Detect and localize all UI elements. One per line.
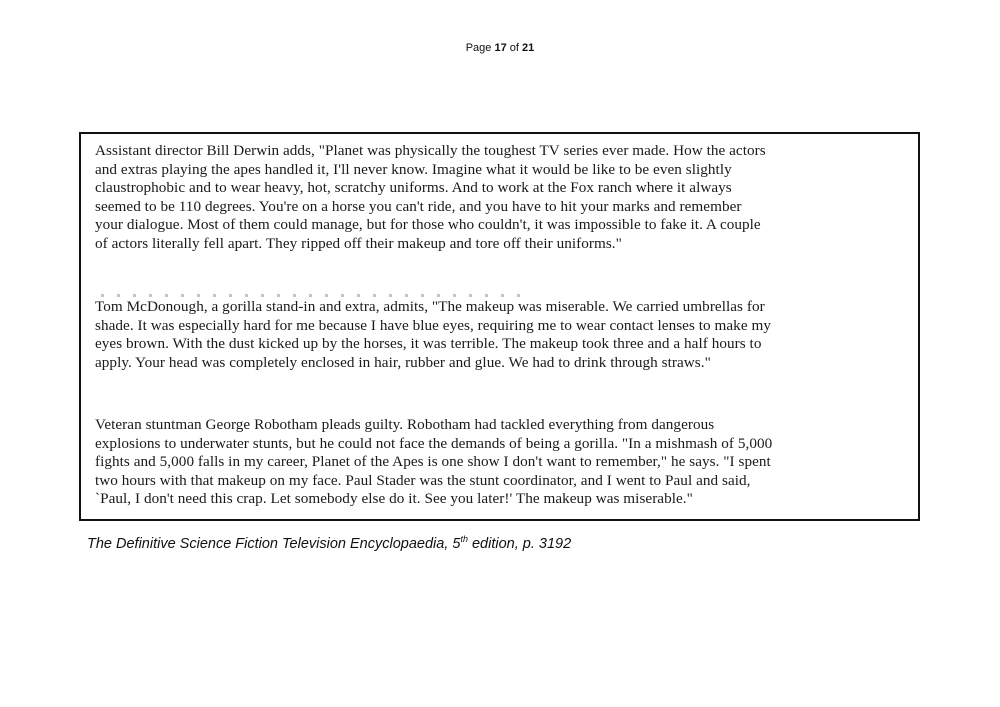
current-page: 17 [494,42,507,54]
text-line: explosions to underwater stunts, but he could not face the demands of being a gorilla. "In a mishmash of 5,000 [95,434,773,452]
text-line: two hours with that makeup on my face. Paul Stader was the stunt coordinator, and I went to Paul and said, [95,471,751,489]
quote-paragraph-robotham [95,416,895,509]
page-prefix: Page [465,42,495,54]
scan-artifact-line [101,294,521,297]
page-number [0,42,1000,54]
text-line: eyes brown. With the dust kicked up by the horses, it was terrible. The makeup took three and a half hours to [95,335,762,353]
text-line: claustrophobic and to wear heavy, hot, scratchy uniforms. And to work at the Fox ranch where it always [95,179,732,197]
text-line: your dialogue. Most of them could manage, but for those who couldn't, it was impossible to fake it. A couple [95,216,761,234]
quote-paragraph-derwin [95,142,895,254]
text-line: `Paul, I don't need this crap. Let somebody else do it. See you later!' The makeup was miserable." [95,490,693,508]
text-line: Assistant director Bill Derwin adds, "Planet was physically the toughest TV series ever made. How the actors [95,142,766,159]
scanned-quote-box [79,132,920,521]
total-pages: 21 [522,42,535,54]
caption-superscript: th [460,534,468,544]
text-line: seemed to be 110 degrees. You're on a horse you can't ride, and you have to hit your marks and remember [95,197,742,215]
source-caption [87,534,571,552]
page-of: of [506,42,523,54]
text-line: Tom McDonough, a gorilla stand-in and extra, admits, "The makeup was miserable. We carried umbrellas for [95,298,765,315]
caption-title: The Definitive Science Fiction Television Encyclopaedia, 5 [87,535,461,552]
text-line: shade. It was especially hard for me because I have blue eyes, requiring me to wear contact lenses to make my [95,316,771,334]
caption-edition-page: edition, p. 3192 [467,535,572,552]
text-line: Veteran stuntman George Robotham pleads guilty. Robotham had tackled everything from dangerous [95,416,715,433]
text-line: apply. Your head was completely enclosed in hair, rubber and glue. We had to drink through straws." [95,353,711,371]
text-line: fights and 5,000 falls in my career, Planet of the Apes is one show I don't want to remember," he says. "I spent [95,453,771,471]
quote-paragraph-mcdonough [95,298,895,372]
text-line: of actors literally fell apart. They ripped off their makeup and tore off their uniforms." [95,234,622,252]
text-line: and extras playing the apes handled it, I'll never know. Imagine what it would be like to be even slightly [95,160,732,178]
